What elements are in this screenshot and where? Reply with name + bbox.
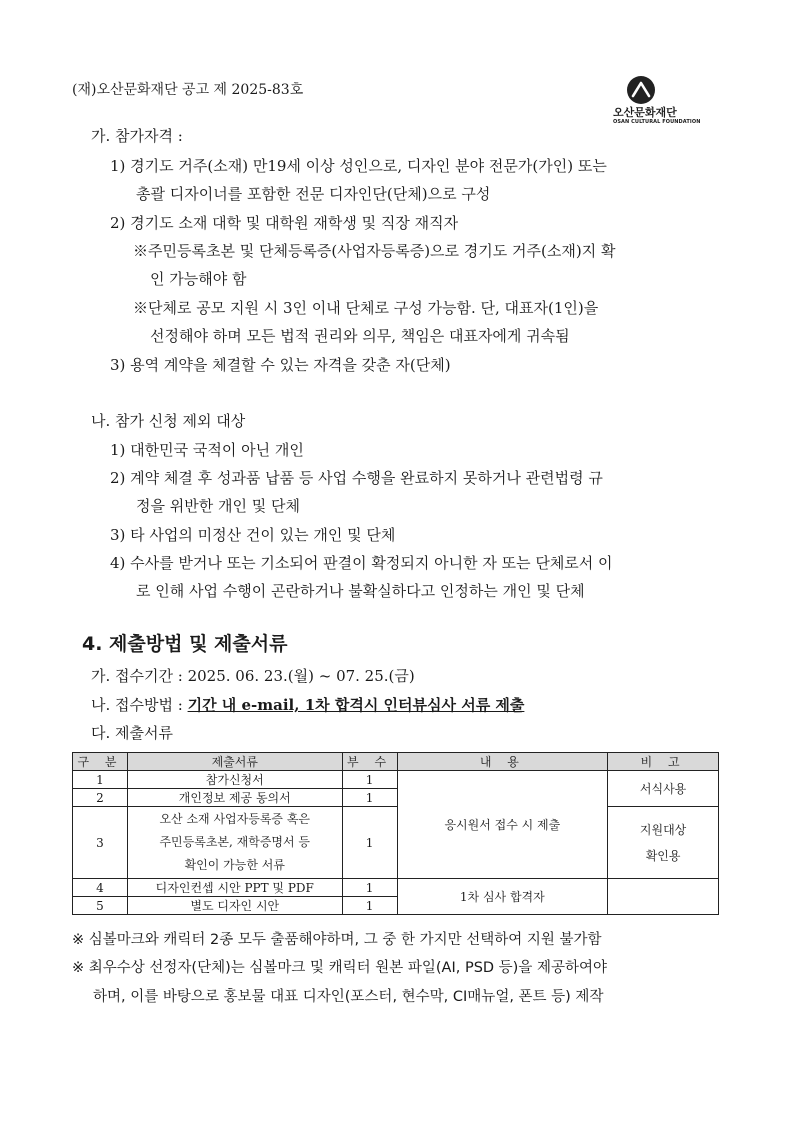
- submission-method-label: 나. 접수방법 :: [91, 696, 188, 714]
- submission-method: [91, 694, 524, 715]
- exclusion-item-4: 4) 수사를 받거나 또는 기소되어 판결이 확정되지 아니한 자 또는 단체로서 이: [110, 554, 613, 572]
- eligibility-note-2: ※단체로 공모 지원 시 3인 이내 단체로 구성 가능함. 단, 대표자(1인)을: [133, 299, 599, 317]
- header-category: 구 분: [73, 753, 128, 771]
- row-document: 개인정보 제공 동의서: [127, 789, 342, 807]
- row-document-line: 오산 소재 사업자등록증 혹은: [159, 812, 311, 826]
- remark-line: 지원대상: [639, 822, 687, 837]
- exclusion-item-2-cont: 정을 위반한 개인 및 단체: [136, 497, 300, 515]
- submission-method-value: 기간 내 e-mail, 1차 합격시 인터뷰심사 서류 제출: [187, 696, 525, 714]
- row-number: 2: [73, 789, 128, 807]
- row-count: 1: [342, 879, 397, 897]
- eligibility-note-1: ※주민등록초본 및 단체등록증(사업자등록증)으로 경기도 거주(소재)지 확: [133, 242, 616, 260]
- exclusion-item-3: 3) 타 사업의 미정산 건이 있는 개인 및 단체: [110, 526, 396, 544]
- row-document-line: 확인이 가능한 서류: [184, 858, 285, 872]
- foundation-logo: [613, 76, 723, 126]
- exclusion-item-2: 2) 계약 체결 후 성과품 납품 등 사업 수행을 완료하지 못하거나 관련법령 규: [110, 469, 603, 487]
- row-number: 1: [73, 771, 128, 789]
- header-content: 내 용: [397, 753, 608, 771]
- logo-subtitle: OSAN CULTURAL FOUNDATION: [613, 119, 701, 125]
- eligibility-item-1: 1) 경기도 거주(소재) 만19세 이상 성인으로, 디자인 분야 전문가(가인) 또는: [110, 157, 607, 175]
- header-count: 부 수: [342, 753, 397, 771]
- remark-line: 확인용: [645, 848, 681, 863]
- row-document-line: 주민등록초본, 재학증명서 등: [159, 835, 311, 849]
- row-document: 디자인컨셉 시안 PPT 및 PDF: [127, 879, 342, 897]
- row-count: 1: [342, 789, 397, 807]
- section-4-heading: 4. 제출방법 및 제출서류: [82, 633, 288, 655]
- row-document: [127, 807, 342, 879]
- documents-title: 다. 제출서류: [91, 724, 173, 742]
- table-row: [73, 771, 719, 789]
- eligibility-item-2: 2) 경기도 소재 대학 및 대학원 재학생 및 직장 재직자: [110, 214, 459, 232]
- content-application: 응시원서 접수 시 제출: [397, 771, 608, 879]
- row-document: 참가신청서: [127, 771, 342, 789]
- documents-table: [72, 752, 719, 915]
- row-document: 별도 디자인 시안: [127, 897, 342, 915]
- exclusion-item-1: 1) 대한민국 국적이 아닌 개인: [110, 441, 304, 459]
- exclusion-item-4-cont: 로 인해 사업 수행이 곤란하거나 불확실하다고 인정하는 개인 및 단체: [136, 582, 585, 600]
- logo-emblem-icon: [627, 76, 655, 104]
- content-first-round: 1차 심사 합격자: [397, 879, 608, 915]
- row-number: 5: [73, 897, 128, 915]
- row-number: 4: [73, 879, 128, 897]
- notice-number: (재)오산문화재단 공고 제 2025-83호: [72, 82, 304, 98]
- remark-form: 서식사용: [608, 771, 719, 807]
- table-row: [73, 879, 719, 897]
- header-document: 제출서류: [127, 753, 342, 771]
- table-row: [73, 807, 719, 879]
- eligibility-title: 가. 참가자격 :: [91, 127, 183, 145]
- footnote-1: ※ 심볼마크와 캐릭터 2종 모두 출품해야하며, 그 중 한 가지만 선택하여 지원 불가함: [72, 932, 602, 948]
- exclusion-title: 나. 참가 신청 제외 대상: [91, 412, 246, 430]
- remark-eligibility: [608, 807, 719, 879]
- eligibility-note-2-cont: 선정해야 하며 모든 법적 권리와 의무, 책임은 대표자에게 귀속됨: [150, 327, 570, 345]
- header-remark: 비 고: [608, 753, 719, 771]
- footnote-2-cont: 하며, 이를 바탕으로 홍보물 대표 디자인(포스터, 현수막, CI매뉴얼, 폰트 등) 제작: [93, 989, 604, 1005]
- footnote-2: ※ 최우수상 선정자(단체)는 심볼마크 및 캐릭터 원본 파일(AI, PSD 등)을 제공하여야: [72, 960, 607, 976]
- eligibility-note-1-cont: 인 가능해야 함: [150, 270, 247, 288]
- logo-name: 오산문화재단: [613, 106, 677, 119]
- eligibility-item-1-cont: 총괄 디자이너를 포함한 전문 디자인단(단체)으로 구성: [136, 185, 491, 203]
- remark-empty: [608, 879, 719, 915]
- row-count: 1: [342, 807, 397, 879]
- row-number: 3: [73, 807, 128, 879]
- submission-period: 가. 접수기간 : 2025. 06. 23.(월) ~ 07. 25.(금): [91, 667, 415, 685]
- row-count: 1: [342, 771, 397, 789]
- eligibility-item-3: 3) 용역 계약을 체결할 수 있는 자격을 갖춘 자(단체): [110, 356, 451, 374]
- table-header-row: [73, 753, 719, 771]
- row-count: 1: [342, 897, 397, 915]
